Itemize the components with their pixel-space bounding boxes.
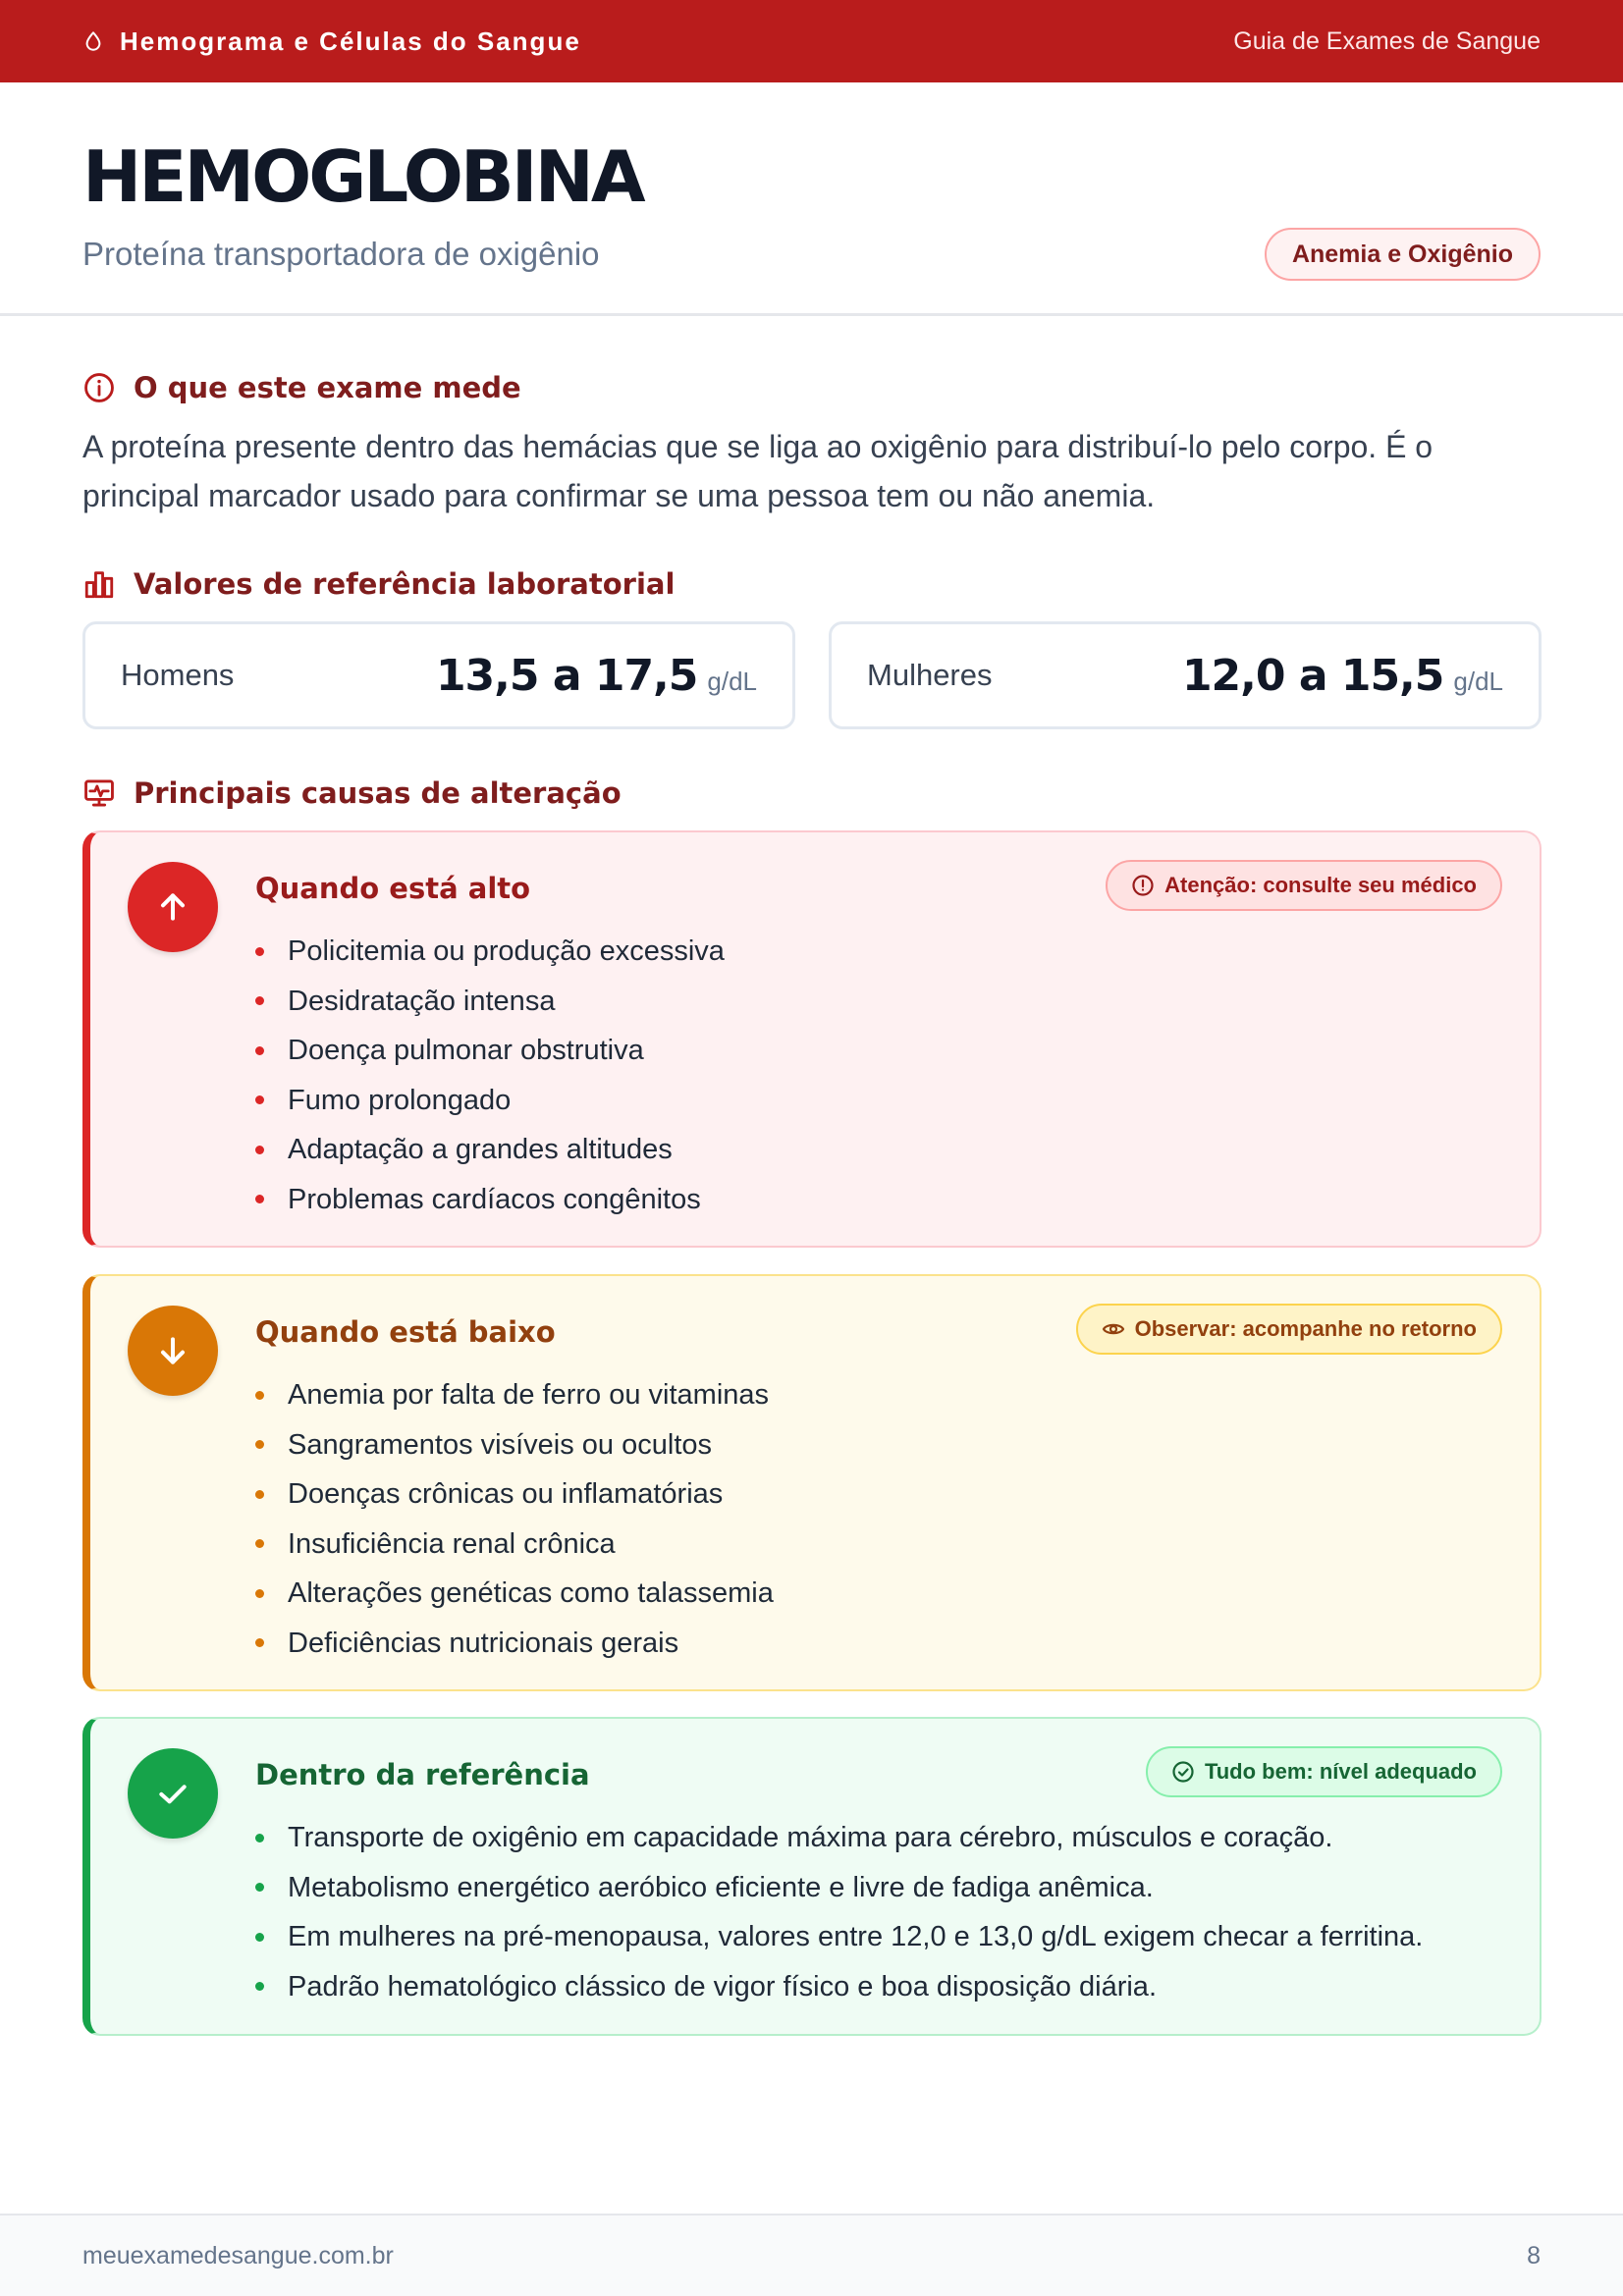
bullet-icon xyxy=(255,1982,264,1991)
bullet-icon xyxy=(255,1046,264,1055)
list-item xyxy=(255,1912,1423,1962)
list-item xyxy=(255,1469,774,1520)
reference-women-unit: g/dL xyxy=(1453,666,1503,696)
list-item xyxy=(255,1125,725,1175)
card-high-title: Quando está alto xyxy=(255,872,531,905)
list-item-text: Anemia por falta de ferro ou vitaminas xyxy=(288,1379,770,1412)
drop-icon xyxy=(82,30,104,52)
list-item xyxy=(255,1076,725,1126)
bullet-icon xyxy=(255,1589,264,1598)
category-badge: Anemia e Oxigênio xyxy=(1265,228,1541,281)
card-low xyxy=(82,1274,1542,1691)
exam-description: A proteína presente dentro das hemácias que se liga ao oxigênio para distribuí-lo pelo corpo. É o principal marcador usado para confirmar se uma pessoa tem ou não anemia. xyxy=(82,429,1434,513)
bar-chart-icon xyxy=(82,567,116,601)
bullet-icon xyxy=(255,1539,264,1548)
page-header xyxy=(0,82,1623,316)
card-high xyxy=(82,830,1542,1248)
card-high-badge xyxy=(1106,860,1502,911)
bullet-icon xyxy=(255,1195,264,1203)
list-item-text: Deficiências nutricionais gerais xyxy=(288,1627,679,1659)
list-item xyxy=(255,1863,1423,1913)
bullet-icon xyxy=(255,947,264,956)
bullet-icon xyxy=(255,1095,264,1104)
reference-men-unit: g/dL xyxy=(707,666,757,696)
footer-site[interactable]: meuexamedesangue.com.br xyxy=(82,2241,394,2269)
what-it-measures-heading xyxy=(82,371,521,404)
page-title: HEMOGLOBINA xyxy=(82,135,643,218)
list-item-text: Adaptação a grandes altitudes xyxy=(288,1134,673,1166)
list-item xyxy=(255,1619,774,1669)
card-normal-badge-text: Tudo bem: nível adequado xyxy=(1204,1759,1477,1784)
bullet-icon xyxy=(255,1391,264,1400)
list-item-text: Policitemia ou produção excessiva xyxy=(288,935,725,968)
bullet-icon xyxy=(255,1490,264,1499)
monitor-pulse-icon xyxy=(82,776,116,810)
list-item xyxy=(255,1026,725,1076)
arrow-up-icon xyxy=(128,862,218,952)
reference-heading xyxy=(82,567,675,601)
card-low-badge xyxy=(1076,1304,1502,1355)
page-footer xyxy=(0,2214,1623,2296)
alert-circle-icon xyxy=(1131,874,1155,897)
list-item xyxy=(255,1420,774,1470)
reference-women-value: 12,0 a 15,5 xyxy=(1181,650,1444,701)
card-high-list xyxy=(255,927,725,1224)
bullet-icon xyxy=(255,1883,264,1892)
reference-men-range xyxy=(436,651,757,701)
bullet-icon xyxy=(255,1834,264,1842)
list-item xyxy=(255,1370,774,1420)
list-item-text: Insuficiência renal crônica xyxy=(288,1527,616,1560)
top-bar-left xyxy=(82,27,581,57)
list-item-text: Padrão hematológico clássico de vigor físico e boa disposição diária. xyxy=(288,1970,1157,2002)
card-low-title: Quando está baixo xyxy=(255,1315,556,1349)
list-item-text: Alterações genéticas como talassemia xyxy=(288,1577,774,1610)
section-title: Hemograma e Células do Sangue xyxy=(120,26,581,56)
bullet-icon xyxy=(255,1638,264,1647)
list-item xyxy=(255,1520,774,1570)
eye-icon xyxy=(1102,1317,1125,1341)
list-item xyxy=(255,977,725,1027)
list-item-text: Problemas cardíacos congênitos xyxy=(288,1183,701,1215)
reference-women xyxy=(829,621,1542,729)
bullet-icon xyxy=(255,996,264,1005)
list-item-text: Em mulheres na pré-menopausa, valores entre 12,0 e 13,0 g/dL exigem checar a ferritina. xyxy=(288,1921,1424,1953)
list-item xyxy=(255,1962,1423,2012)
page-number: 8 xyxy=(1527,2241,1541,2269)
list-item xyxy=(255,927,725,977)
card-high-badge-text: Atenção: consulte seu médico xyxy=(1164,873,1477,897)
list-item-text: Desidratação intensa xyxy=(288,985,556,1017)
card-normal xyxy=(82,1717,1542,2036)
card-low-list xyxy=(255,1370,774,1668)
check-icon xyxy=(128,1748,218,1839)
list-item xyxy=(255,1569,774,1619)
list-item-text: Doenças crônicas ou inflamatórias xyxy=(288,1478,724,1511)
list-item-text: Metabolismo energético aeróbico eficiente e livre de fadiga anêmica. xyxy=(288,1871,1154,1903)
reference-men-label: Homens xyxy=(121,658,235,692)
card-normal-list xyxy=(255,1813,1423,2011)
reference-women-range xyxy=(1182,651,1503,701)
list-item-text: Sangramentos visíveis ou ocultos xyxy=(288,1428,712,1461)
reference-women-label: Mulheres xyxy=(867,658,993,692)
list-item-text: Fumo prolongado xyxy=(288,1084,512,1116)
reference-men xyxy=(82,621,795,729)
page-subtitle: Proteína transportadora de oxigênio xyxy=(82,236,600,272)
top-bar xyxy=(0,0,1623,82)
card-normal-badge xyxy=(1146,1746,1502,1797)
list-item xyxy=(255,1175,725,1225)
card-normal-title: Dentro da referência xyxy=(255,1758,590,1791)
what-it-measures-title: O que este exame mede xyxy=(134,371,521,404)
guide-title: Guia de Exames de Sangue xyxy=(1233,27,1541,55)
info-icon xyxy=(82,371,116,404)
causes-heading xyxy=(82,776,622,810)
list-item-text: Transporte de oxigênio em capacidade máxima para cérebro, músculos e coração. xyxy=(288,1822,1333,1854)
card-low-badge-text: Observar: acompanhe no retorno xyxy=(1134,1316,1477,1341)
arrow-down-icon xyxy=(128,1306,218,1396)
causes-title: Principais causas de alteração xyxy=(134,776,622,810)
list-item-text: Doença pulmonar obstrutiva xyxy=(288,1035,644,1067)
check-circle-icon xyxy=(1171,1760,1195,1784)
reference-men-value: 13,5 a 17,5 xyxy=(435,650,698,701)
bullet-icon xyxy=(255,1146,264,1154)
list-item xyxy=(255,1813,1423,1863)
reference-title: Valores de referência laboratorial xyxy=(134,567,676,601)
bullet-icon xyxy=(255,1933,264,1942)
bullet-icon xyxy=(255,1440,264,1449)
